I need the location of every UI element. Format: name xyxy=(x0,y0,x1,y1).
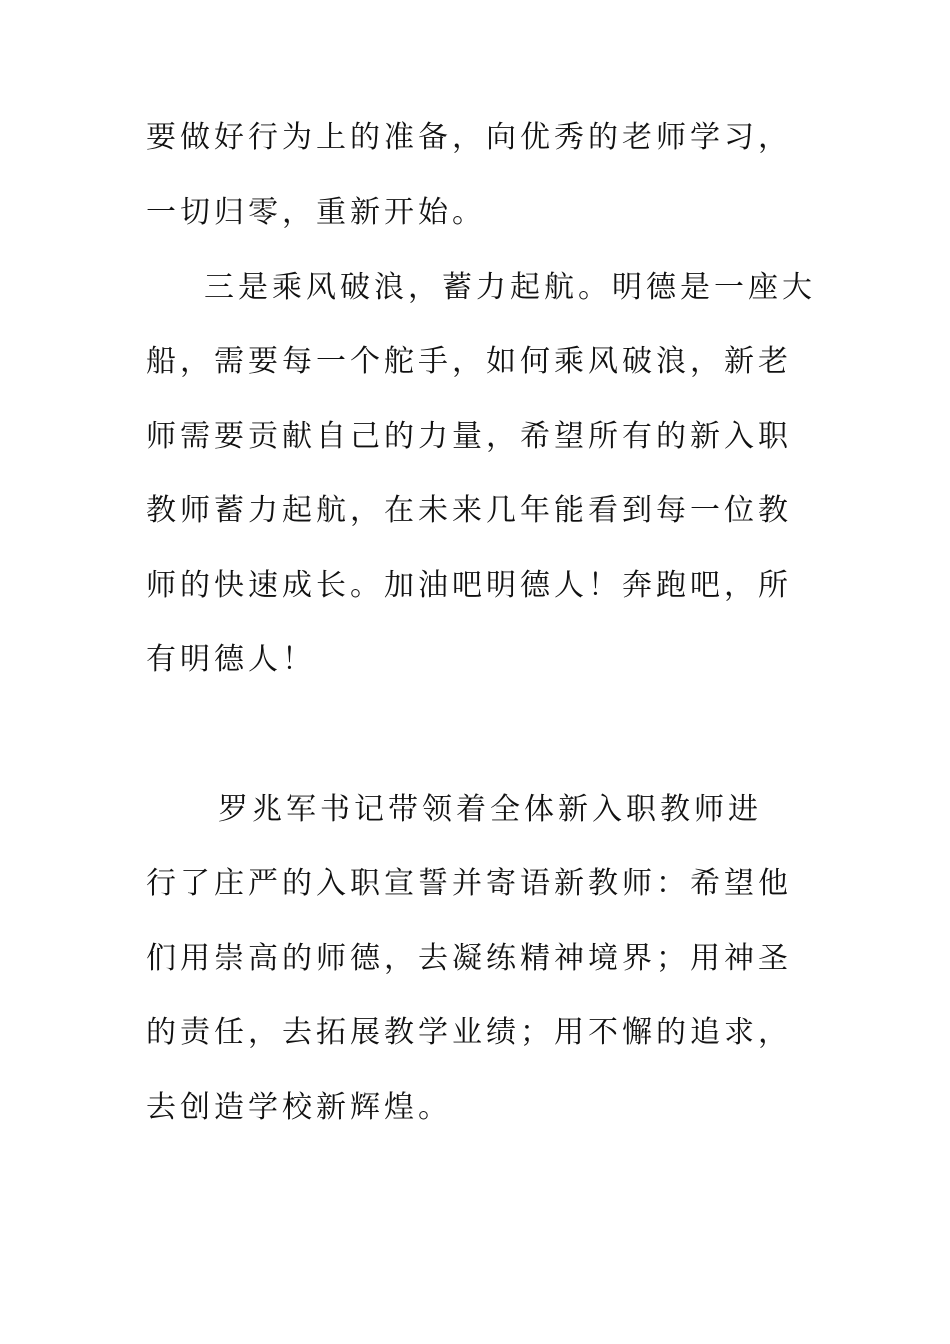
text-line: 一切归零，重新开始。 xyxy=(146,195,486,230)
text-line: 师的快速成长。加油吧明德人！奔跑吧，所 xyxy=(146,568,792,603)
text-line: 行了庄严的入职宣誓并寄语新教师：希望他 xyxy=(146,866,792,901)
text-line: 的责任，去拓展教学业绩；用不懈的追求， xyxy=(146,1015,792,1050)
text-line: 要做好行为上的准备，向优秀的老师学习， xyxy=(146,120,792,155)
text-line: 船，需要每一个舵手，如何乘风破浪，新老 xyxy=(146,344,792,379)
text-line: 们用崇高的师德，去凝练精神境界；用神圣 xyxy=(146,941,792,976)
text-line: 有明德人！ xyxy=(146,642,316,677)
text-line: 去创造学校新辉煌。 xyxy=(146,1090,452,1125)
text-line: 罗兆军书记带领着全体新入职教师进 xyxy=(218,792,762,827)
text-line: 师需要贡献自己的力量，希望所有的新入职 xyxy=(146,419,792,454)
text-line: 三是乘风破浪，蓄力起航。明德是一座大 xyxy=(204,270,816,305)
text-line: 教师蓄力起航，在未来几年能看到每一位教 xyxy=(146,493,792,528)
